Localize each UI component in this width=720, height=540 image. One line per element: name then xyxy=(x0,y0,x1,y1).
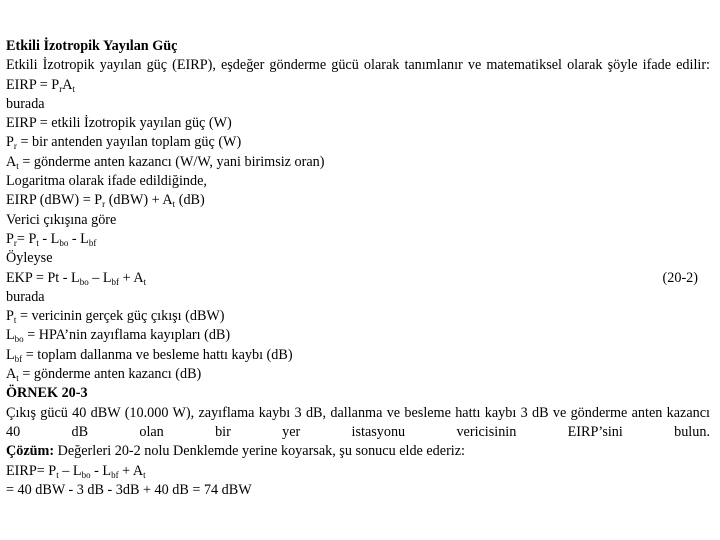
section-title: Etkili İzotropik Yayılan Güç xyxy=(6,38,178,54)
definition-at-db: $A_t$ = gönderme anten kazancı (dB) xyxy=(6,366,202,384)
solution-text: Değerleri 20-2 nolu Denklemde yerine koyarsak, şu sonucu elde ederiz: xyxy=(54,443,465,460)
solution-line xyxy=(6,442,710,461)
intro-paragraph: Etkili İzotropik yayılan güç (EIRP), eşdeğer gönderme gücü olarak tanımlanır ve matematiksel olarak şöyle ifade edilir: xyxy=(6,57,710,74)
equation-eirp-solution: EIRP= $P_t - L_{bo} - L_{bf} + A_t$ xyxy=(6,462,146,480)
result-line: = 40 dBW - 3 dB - 3dB + 40 dB = 74 dBW xyxy=(6,481,252,498)
definition-lbo: $L_{bo}$ = HPA’nin zayıflama kayıpları (dB) xyxy=(6,327,231,345)
definition-at: $A_t$ = gönderme anten kazancı (W/W, yani birimsiz oran) xyxy=(6,153,325,171)
example-title: ÖRNEK 20-3 xyxy=(6,385,88,402)
solution-label: Çözüm: xyxy=(6,443,55,460)
equation-ekp: EKP = $Pt - L_{bo} - L_{bf} + A_t$ (20-2) xyxy=(6,269,698,287)
where-label: burada xyxy=(6,95,45,112)
transmitter-output-text: Verici çıkışına göre xyxy=(6,211,117,228)
definition-pr: $P_r$ = bir antenden yayılan toplam güç (W) xyxy=(6,134,242,152)
equation-eirp-dbw: EIRP $(dBW) = P_r$ $(dBW) + A_t$ (dB) xyxy=(6,192,205,210)
log-text: Logaritma olarak ifade edildiğinde, xyxy=(6,173,207,190)
equation-pr: $P_r= P_t - L_{bo} - L_{bf}$ xyxy=(6,230,97,248)
definition-pt: $P_t$ = vericinin gerçek güç çıkışı (dBW) xyxy=(6,308,225,326)
definition-eirp: EIRP = etkili İzotropik yayılan güç (W) xyxy=(6,115,232,132)
document-body xyxy=(6,37,710,500)
therefore-text: Öyleyse xyxy=(6,250,53,267)
equation-number: (20-2) xyxy=(662,269,698,286)
equation-eirp: EIRP = $P_rA_t$ xyxy=(6,76,75,94)
where-label-2: burada xyxy=(6,288,45,305)
example-paragraph: Çıkış gücü 40 dBW (10.000 W), zayıflama kaybı 3 dB, dallanma ve besleme hattı kaybı 3 dB ve gönderme anten kazancı 40 dB olan bir yer istasyonu vericisinin EIRP’sini bulun. xyxy=(6,404,710,440)
definition-lbf: $L_{bf}$ = toplam dallanma ve besleme hattı kaybı (dB) xyxy=(6,346,293,364)
